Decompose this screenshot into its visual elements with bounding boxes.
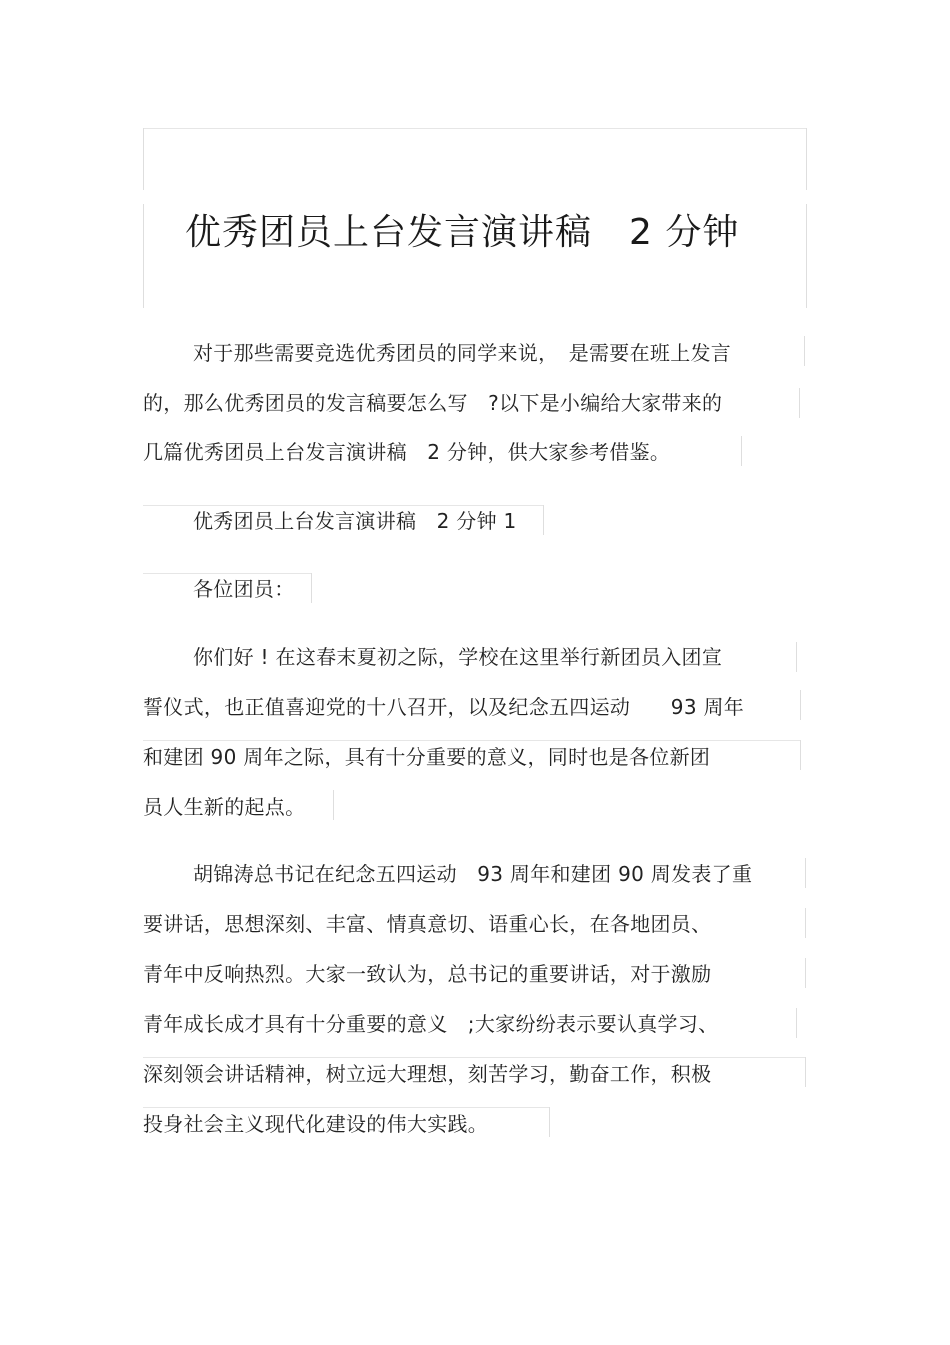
paragraph-2-line-3: 青年中反响热烈。大家一致认为，总书记的重要讲话，对于激励 (143, 962, 712, 986)
paragraph-2-line-5: 深刻领会讲话精神，树立远大理想，刻苦学习，勤奋工作，积极 (143, 1062, 712, 1086)
paragraph-1-line-4: 员人生新的起点。 (143, 795, 306, 819)
salutation: 各位团员： (193, 577, 295, 601)
rule-mark (796, 1008, 797, 1038)
rule-mark (143, 740, 800, 741)
rule-mark (311, 573, 312, 603)
intro-line-3: 几篇优秀团员上台发言演讲稿 2 分钟，供大家参考借鉴。 (143, 440, 671, 464)
intro-line-2: 的，那么优秀团员的发言稿要怎么写 ?以下是小编给大家带来的 (143, 391, 723, 415)
rule-mark (143, 505, 543, 506)
paragraph-1-line-3: 和建团 90 周年之际，具有十分重要的意义，同时也是各位新团 (143, 745, 711, 769)
rule-mark (333, 790, 334, 820)
rule-mark (805, 1057, 806, 1087)
rule-mark (143, 1107, 549, 1108)
page-title: 优秀团员上台发言演讲稿 2 分钟 (185, 212, 740, 253)
rule-mark (143, 573, 311, 574)
frame-right-line-2 (806, 204, 807, 308)
intro-line-1: 对于那些需要竞选优秀团员的同学来说， 是需要在班上发言 (193, 341, 732, 365)
rule-mark (805, 858, 806, 888)
rule-mark (741, 436, 742, 466)
rule-mark (805, 958, 806, 988)
rule-mark (800, 740, 801, 770)
rule-mark (800, 690, 801, 720)
frame-top-line (143, 128, 807, 129)
rule-mark (804, 336, 805, 366)
frame-left-line (143, 128, 144, 190)
rule-mark (549, 1107, 550, 1137)
rule-mark (796, 642, 797, 672)
rule-mark (805, 908, 806, 938)
section-subheading: 优秀团员上台发言演讲稿 2 分钟 1 (193, 509, 517, 533)
paragraph-2-line-6: 投身社会主义现代化建设的伟大实践。 (143, 1112, 489, 1136)
paragraph-1-line-2: 誓仪式，也正值喜迎党的十八召开，以及纪念五四运动 93 周年 (143, 695, 745, 719)
rule-mark (543, 505, 544, 535)
paragraph-2-line-4: 青年成长成才具有十分重要的意义 ;大家纷纷表示要认真学习、 (143, 1012, 719, 1036)
paragraph-1-line-1: 你们好 ! 在这春末夏初之际，学校在这里举行新团员入团宣 (193, 645, 723, 669)
paragraph-2-line-2: 要讲话，思想深刻、丰富、情真意切、语重心长，在各地团员、 (143, 912, 712, 936)
frame-right-line (806, 128, 807, 190)
rule-mark (143, 1057, 805, 1058)
frame-left-line-2 (143, 204, 144, 308)
paragraph-2-line-1: 胡锦涛总书记在纪念五四运动 93 周年和建团 90 周发表了重 (193, 862, 753, 886)
rule-mark (799, 388, 800, 418)
